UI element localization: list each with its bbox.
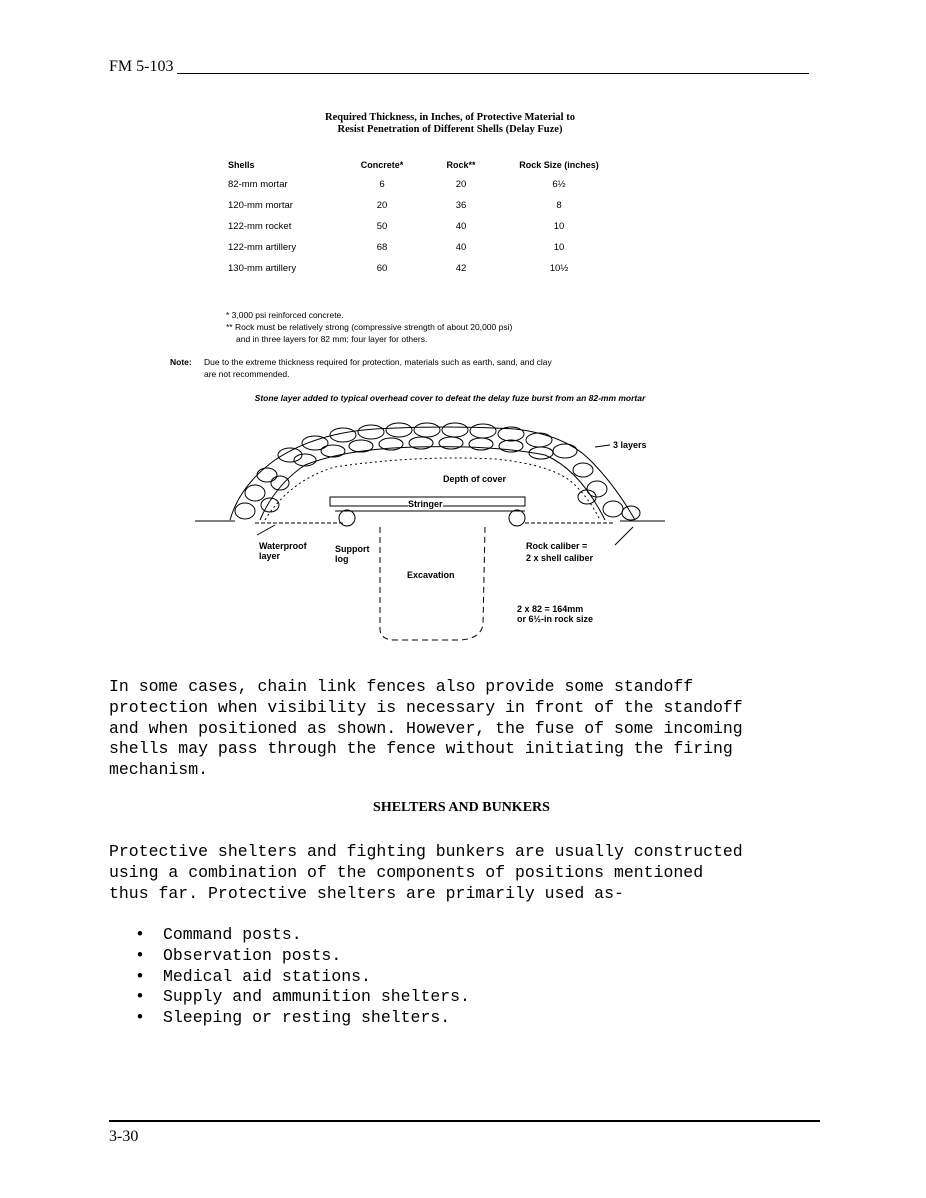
- list-item: [109, 946, 470, 967]
- cell-shell: 82-mm mortar: [228, 179, 288, 190]
- table-row: [228, 216, 614, 237]
- list-item: [109, 925, 470, 946]
- table-row: [228, 237, 614, 258]
- label-3-layers: 3 layers: [613, 440, 647, 450]
- label-waterproof-line-1: Waterproof: [259, 541, 307, 551]
- list-item-text: Sleeping or resting shelters.: [163, 1008, 451, 1028]
- bullet-marker: •: [135, 925, 145, 944]
- header-rule: [109, 73, 809, 74]
- diagram-drawing: [195, 415, 675, 655]
- section-heading: SHELTERS AND BUNKERS: [373, 800, 550, 815]
- table-title-line-2: Resist Penetration of Different Shells (Delay Fuze): [337, 124, 563, 135]
- support-log-left: [339, 510, 355, 526]
- list-item-text: Supply and ammunition shelters.: [163, 987, 470, 1007]
- list-item: [109, 967, 470, 988]
- overhead-cover-diagram: [195, 415, 675, 655]
- label-waterproof-line-2: layer: [259, 551, 281, 561]
- page-header: [109, 56, 809, 78]
- label-rock-caliber-line-2: 2 x shell caliber: [526, 553, 594, 563]
- cell-rock: 42: [455, 263, 467, 274]
- bullet-marker: •: [135, 1008, 145, 1028]
- cell-shell: 122-mm artillery: [228, 242, 297, 253]
- bullet-marker: •: [135, 966, 145, 986]
- table-header-row: [228, 156, 614, 174]
- cell-shell: 122-mm rocket: [228, 221, 292, 232]
- list-item: [109, 1008, 470, 1029]
- stone-layer-inner: [260, 447, 605, 520]
- cell-rock-size: 10½: [549, 263, 569, 274]
- label-calculation-line-2: or 6½-in rock size: [517, 614, 594, 624]
- cell-rock: 20: [455, 179, 467, 190]
- label-support-line-2: log: [335, 554, 349, 564]
- leader-layers: [595, 445, 610, 447]
- table-title-line-1: Required Thickness, in Inches, of Protective Material to: [325, 112, 575, 123]
- label-calculation-line-1: 2 x 82 = 164mm: [517, 604, 584, 614]
- list-item-text: Medical aid stations.: [163, 966, 371, 986]
- cell-rock: 36: [455, 200, 467, 211]
- label-depth-of-cover: Depth of cover: [443, 474, 507, 484]
- page-number: 3-30: [109, 1128, 139, 1145]
- footnote-rock-line-1: ** Rock must be relatively strong (compressive strength of about 20,000 psi): [226, 322, 513, 332]
- column-header-shells: Shells: [228, 160, 255, 170]
- cell-concrete: 60: [376, 263, 388, 274]
- footnote-rock-line-2: and in three layers for 82 mm; four layer for others.: [236, 334, 428, 344]
- bullet-marker: •: [135, 987, 145, 1007]
- list-item: [109, 987, 470, 1008]
- cell-shell: 120-mm mortar: [228, 200, 293, 211]
- protective-thickness-table: [228, 156, 614, 279]
- label-stringer: Stringer: [408, 499, 443, 509]
- cell-concrete: 20: [376, 200, 388, 211]
- table-row: [228, 195, 614, 216]
- leader-waterproof: [257, 525, 275, 535]
- cell-concrete: 50: [376, 221, 388, 232]
- cell-rock: 40: [455, 242, 467, 253]
- cell-concrete: 6: [379, 179, 385, 190]
- table-title: [170, 112, 730, 136]
- cell-shell: 130-mm artillery: [228, 263, 297, 274]
- document-id: FM 5-103: [109, 58, 177, 76]
- label-rock-caliber-line-1: Rock caliber =: [526, 541, 588, 551]
- label-excavation: Excavation: [407, 570, 455, 580]
- footnote-concrete: * 3,000 psi reinforced concrete.: [226, 310, 344, 320]
- cell-rock-size: 8: [556, 200, 562, 211]
- cell-rock-size: 10: [553, 242, 565, 253]
- list-item-text: Command posts.: [163, 925, 302, 944]
- label-support-line-1: Support: [335, 544, 370, 554]
- column-header-rock-size: Rock Size (inches): [519, 160, 599, 170]
- column-header-concrete: Concrete*: [360, 160, 404, 170]
- cell-rock-size: 6½: [552, 179, 566, 190]
- leader-rock-caliber: [615, 527, 633, 545]
- cell-rock-size: 10: [553, 221, 565, 232]
- cell-rock: 40: [455, 221, 467, 232]
- shelter-uses-list: [109, 925, 470, 1029]
- diagram-caption: Stone layer added to typical overhead cover to defeat the delay fuze burst from an 82-mm mortar: [254, 393, 646, 403]
- excavation-walls: [380, 527, 485, 640]
- bullet-marker: •: [135, 945, 145, 965]
- cell-concrete: 68: [376, 242, 388, 253]
- note-text-line-2: are not recommended.: [204, 369, 290, 379]
- table-row: [228, 258, 614, 279]
- list-item-text: Observation posts.: [163, 945, 342, 965]
- footer-rule: [109, 1120, 820, 1122]
- paragraph-protective-shelters: Protective shelters and fighting bunkers are usually constructed using a combination of the components of positions mentioned thus far. Protective shelters are primarily used as-: [109, 842, 743, 903]
- support-log-right: [509, 510, 525, 526]
- table-row: [228, 174, 614, 195]
- note-label: Note:: [170, 357, 192, 367]
- column-header-rock: Rock**: [446, 160, 476, 170]
- note-text-line-1: Due to the extreme thickness required for protection, materials such as earth, sand, and clay: [204, 357, 552, 367]
- paragraph-chain-link-fences: In some cases, chain link fences also provide some standoff protection when visibility is necessary in front of the standoff and when positioned as shown. However, the fuse of some incoming shells may pass through the fence without initiating the firing mechanism.: [109, 677, 743, 780]
